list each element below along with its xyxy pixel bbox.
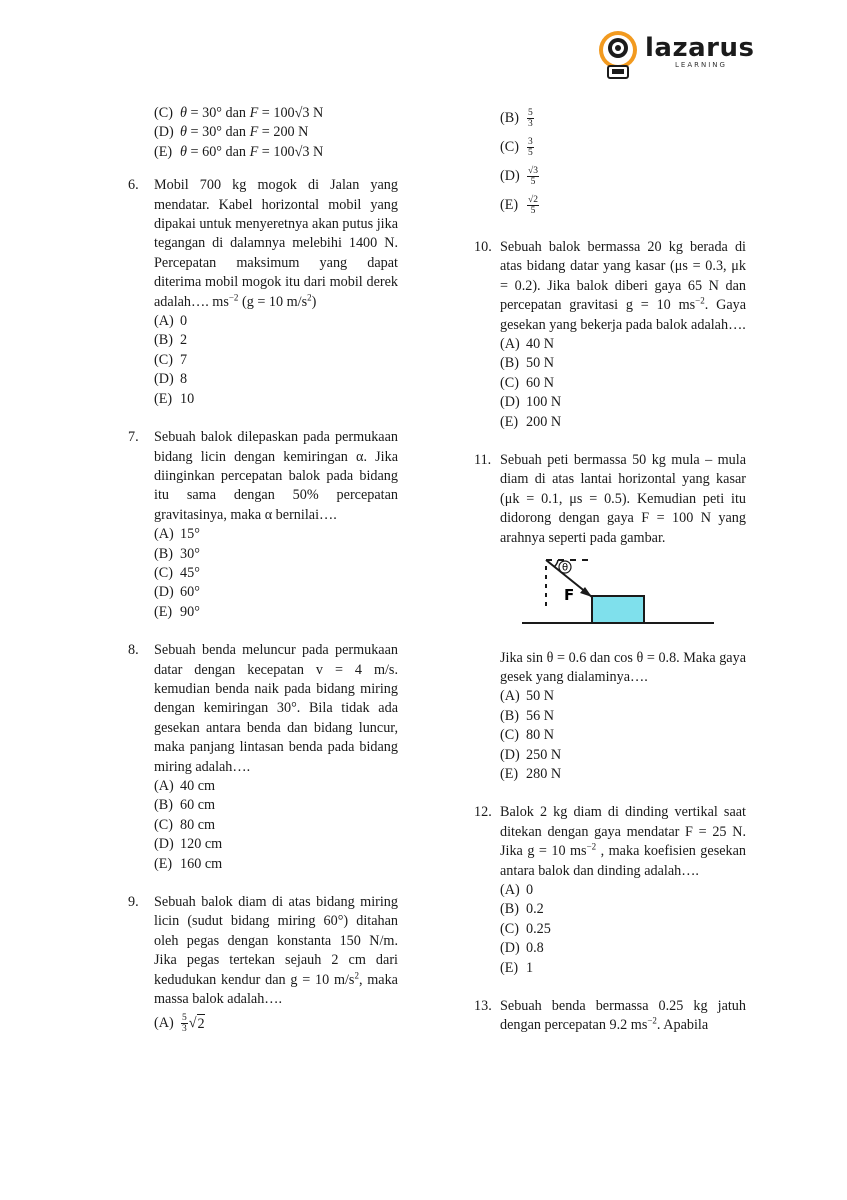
- answer-option[interactable]: [500, 900, 746, 919]
- question-number: 12.: [474, 804, 492, 821]
- conj: dan: [225, 143, 247, 160]
- question-stem: Sebuah peti bermassa 50 kg mula – mula diam di atas lantai horizontal yang kasar (μk = 0.1, μs = 0.5). Kemudian peti itu didorong dengan gaya F = 100 N yang arahnya seperti pada gambar.: [500, 452, 746, 546]
- answer-option[interactable]: [154, 545, 398, 564]
- option-label: (C): [154, 105, 173, 121]
- option-label: (D): [154, 836, 174, 853]
- question-number: 6.: [128, 177, 139, 194]
- answer-option[interactable]: [154, 312, 398, 331]
- option-label: (C): [500, 374, 519, 391]
- answer-option[interactable]: [154, 564, 398, 583]
- option-label: (E): [154, 143, 173, 160]
- option-label: (B): [154, 545, 173, 562]
- question-number: 11.: [474, 452, 492, 469]
- option-label: (D): [500, 746, 520, 763]
- question-number: 13.: [474, 998, 492, 1014]
- q9-option-c[interactable]: [500, 133, 746, 162]
- option-label: (C): [154, 816, 173, 833]
- question-13: [474, 997, 746, 1036]
- answer-option[interactable]: [154, 835, 398, 854]
- answer-option[interactable]: [154, 855, 398, 874]
- option-label: (B): [500, 901, 519, 918]
- option-label: (E): [154, 855, 173, 872]
- option-text: 0.8: [526, 940, 544, 957]
- option-theta: 30°: [202, 124, 222, 141]
- answer-option[interactable]: [500, 726, 746, 745]
- option-label: (E): [154, 603, 173, 620]
- crate-force-diagram: [474, 556, 774, 632]
- answer-option[interactable]: [154, 796, 398, 815]
- answer-option[interactable]: [500, 374, 746, 393]
- answer-option[interactable]: [154, 777, 398, 796]
- fraction: $\frac{5}{3}$: [182, 1013, 187, 1035]
- question-stem: Sebuah benda meluncur pada permukaan datar dengan kecepatan v = 4 m/s. kemudian benda naik pada bidang miring dengan kemiringan 30°. Bila tidak ada gesekan antara benda dan bidang luncur, maka panjang lintasan benda pada bidang miring adalah….: [154, 642, 398, 775]
- question-stem: Sebuah balok diam di atas bidang miring licin (sudut bidang miring 60°) ditahan oleh pegas dengan konstanta 150 N/m. Jika pegas tertekan sejauh 2 cm dari kedudukan kendur dan g = 10 $m/s^2$, maka massa balok adalah….: [154, 894, 398, 1008]
- fraction: $\frac{√3}{5}$: [528, 166, 538, 187]
- option-text: 280 N: [526, 765, 562, 782]
- answer-option[interactable]: [154, 583, 398, 602]
- answer-option[interactable]: [154, 525, 398, 544]
- option-label: (B): [154, 332, 173, 349]
- option-text: 40 cm: [180, 778, 216, 794]
- option-text: 10: [180, 390, 195, 407]
- option-text: 250 N: [526, 746, 562, 763]
- answer-option[interactable]: [500, 765, 746, 784]
- question-stem-after-figure: Jika sin θ = 0.6 dan cos θ = 0.8. Maka gaya gesek yang dialaminya….: [500, 649, 746, 685]
- option-text: 15°: [180, 526, 200, 543]
- answer-option[interactable]: [154, 351, 398, 370]
- fraction: $\frac{5}{3}$: [528, 108, 533, 129]
- answer-option[interactable]: [154, 603, 398, 622]
- option-label: (C): [500, 727, 519, 744]
- option-text: 0.25: [526, 920, 551, 937]
- q8-options: [154, 777, 398, 874]
- q7-options: [154, 525, 398, 622]
- option-label: (B): [154, 797, 173, 814]
- logo-name: lazarus: [645, 33, 755, 63]
- option-text: 0: [180, 313, 188, 330]
- option-label: (C): [500, 920, 519, 937]
- option-text: 2: [180, 332, 188, 349]
- theta-label: θ: [561, 562, 569, 574]
- lazarus-logo: [597, 28, 755, 84]
- question-9-continued: [474, 104, 746, 220]
- option-force: 100√3 N: [273, 105, 324, 121]
- option-label: (D): [500, 394, 520, 411]
- option-text: 60°: [180, 584, 200, 601]
- option-text: 45°: [180, 564, 200, 581]
- option-label: (A): [154, 526, 174, 543]
- answer-option[interactable]: [500, 413, 746, 432]
- option-label: (D): [154, 584, 174, 601]
- question-stem: Balok 2 kg diam di dinding vertikal saat ditekan dengan gaya mendatar F = 25 N. Jika g = 10 $ms^{-2}$ , maka koefisien gesekan antara balok dan dinding adalah….: [500, 804, 746, 879]
- option-text: 0.2: [526, 901, 544, 918]
- question-stem: Sebuah benda bermassa 0.25 kg jatuh dengan percepatan 9.2 $ms^{-2}$. Apabila: [500, 998, 746, 1034]
- option-label: (C): [154, 351, 173, 368]
- q9-option-e[interactable]: [500, 191, 746, 220]
- q5-option-c[interactable]: (C) θ = 30° dan F = 100√3 N: [154, 104, 398, 123]
- question-number: 8.: [128, 642, 139, 659]
- option-label: (A): [500, 336, 520, 353]
- question-number: 9.: [128, 894, 139, 911]
- option-label: (D): [500, 167, 520, 184]
- lazarus-emblem-icon: [597, 28, 641, 82]
- option-label: (A): [154, 313, 174, 330]
- fraction: $\frac{3}{5}$: [528, 137, 533, 158]
- logo-subtitle: LEARNING: [675, 61, 727, 69]
- option-text: 50 N: [526, 688, 554, 705]
- q10-options: [500, 335, 746, 432]
- option-text: 56 N: [526, 707, 554, 724]
- option-label: (E): [154, 390, 173, 407]
- option-label: (A): [154, 1015, 174, 1032]
- sqrt-sign: √: [188, 1015, 197, 1032]
- conj: dan: [225, 105, 247, 121]
- q11-options: [500, 687, 746, 784]
- option-text: 60 N: [526, 374, 554, 391]
- angle-arc: [554, 560, 558, 567]
- option-text: 80 N: [526, 727, 554, 744]
- option-text: 30°: [180, 545, 200, 562]
- q5-option-d[interactable]: (D) θ = 30° dan F = 200 N: [154, 123, 398, 142]
- q5-option-e[interactable]: (E) θ = 60° dan F = 100√3 N: [154, 143, 398, 162]
- question-10: [474, 238, 746, 432]
- option-label: (C): [154, 564, 173, 581]
- answer-option[interactable]: [154, 816, 398, 835]
- option-theta: 60°: [202, 143, 222, 160]
- question-9: [128, 893, 398, 1038]
- question-number: 10.: [474, 239, 492, 255]
- answer-option[interactable]: [500, 687, 746, 706]
- option-label: (B): [500, 707, 519, 724]
- option-text: 0: [526, 881, 534, 898]
- q9-option-b[interactable]: [500, 104, 746, 133]
- question-12: [474, 803, 746, 978]
- left-column: [128, 104, 398, 1057]
- answer-option[interactable]: [154, 390, 398, 409]
- question-5-tail: [128, 104, 398, 162]
- answer-option[interactable]: [154, 331, 398, 350]
- question-8: [128, 641, 398, 874]
- question-6: [128, 176, 398, 409]
- option-text: 1: [526, 959, 534, 976]
- radicand: 2: [197, 1014, 205, 1034]
- option-label: (D): [154, 371, 174, 388]
- option-label: (C): [500, 138, 519, 155]
- option-label: (A): [500, 688, 520, 705]
- question-7: [128, 428, 398, 622]
- answer-option[interactable]: [500, 920, 746, 939]
- option-label: (D): [154, 124, 174, 141]
- option-text: 120 cm: [180, 836, 223, 853]
- q9-option-a[interactable]: [154, 1009, 398, 1038]
- option-label: (A): [500, 881, 520, 898]
- option-text: 7: [180, 351, 188, 368]
- option-force: 200 N: [273, 124, 309, 141]
- option-text: 80 cm: [180, 816, 216, 833]
- answer-option[interactable]: [500, 959, 746, 978]
- answer-option[interactable]: [500, 939, 746, 958]
- q6-options: [154, 312, 398, 409]
- question-number: 7.: [128, 429, 139, 446]
- option-label: (E): [500, 765, 519, 782]
- crate: [592, 596, 644, 623]
- option-text: 90°: [180, 603, 200, 620]
- answer-option[interactable]: [500, 335, 746, 354]
- answer-option[interactable]: [500, 707, 746, 726]
- q9-option-d[interactable]: [500, 162, 746, 191]
- answer-option[interactable]: [500, 881, 746, 900]
- answer-option[interactable]: [500, 354, 746, 373]
- question-11: [474, 451, 746, 784]
- answer-option[interactable]: [500, 746, 746, 765]
- option-label: (E): [500, 959, 519, 976]
- conj: dan: [225, 124, 247, 141]
- question-stem: Mobil 700 kg mogok di Jalan yang mendatar. Kabel horizontal mobil yang dipakai untuk menyeretnya akan putus jika tegangan di dalamnya melebihi 1400 N. Percepatan maksimum yang dapat diterima mobil mogok itu dari mobil derek adalah…. $ms^{-2}$ (g = 10 $m/s^2$): [154, 177, 398, 310]
- force-label: F: [564, 586, 575, 605]
- option-force: 100√3 N: [273, 143, 324, 160]
- option-text: 60 cm: [180, 797, 216, 814]
- option-label: (D): [500, 940, 520, 957]
- option-label: (B): [500, 109, 519, 126]
- right-column: [474, 104, 746, 1055]
- q12-options: [500, 881, 746, 978]
- option-label: (E): [500, 196, 519, 213]
- question-stem: Sebuah balok dilepaskan pada permukaan bidang licin dengan kemiringan α. Jika diinginkan percepatan balok pada bidang itu sama dengan 50% percepatan gravitasinya, maka α bernilai….: [154, 429, 398, 523]
- option-theta: 30°: [202, 105, 222, 121]
- question-stem: Sebuah balok bermassa 20 kg berada di atas bidang datar yang kasar (μs = 0.3, μk = 0.2). Jika balok diberi gaya 65 N dan percepatan gravitasi g = 10 $ms^{-2}$. Gaya gesekan yang bekerja pada balok adalah….: [500, 239, 747, 333]
- option-text: 200 N: [526, 413, 562, 430]
- option-label: (E): [500, 413, 519, 430]
- option-text: 160 cm: [180, 855, 223, 872]
- option-text: 100 N: [526, 394, 562, 411]
- option-text: 40 N: [526, 336, 554, 353]
- option-label: (A): [154, 778, 174, 794]
- answer-option[interactable]: [154, 370, 398, 389]
- option-label: (B): [500, 355, 519, 372]
- fraction: $\frac{√2}{5}$: [528, 195, 538, 216]
- option-text: 50 N: [526, 355, 554, 372]
- option-text: 8: [180, 371, 188, 388]
- answer-option[interactable]: [500, 393, 746, 412]
